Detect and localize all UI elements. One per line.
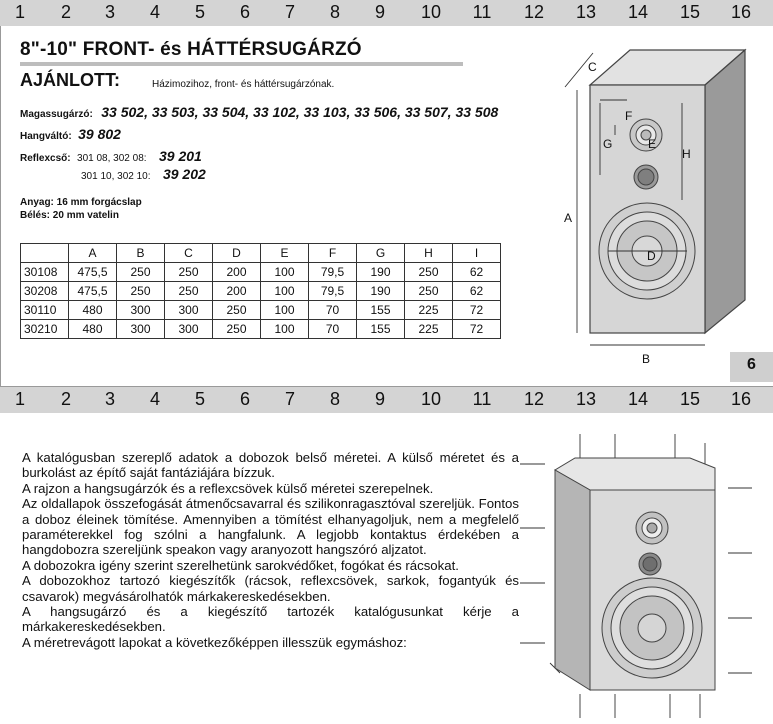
tweeter-line: [20, 104, 498, 122]
ruler-number: 4: [149, 389, 161, 409]
ruler-number: 3: [104, 2, 116, 22]
ruler-number: 8: [329, 2, 341, 22]
table-cell: 250: [165, 282, 213, 301]
table-header-cell: H: [405, 244, 453, 263]
ruler-number: 6: [239, 389, 251, 409]
ruler-number: 6: [239, 2, 251, 22]
dimension-label-c: C: [588, 60, 597, 74]
table-header-cell: C: [165, 244, 213, 263]
dimensions-table: [20, 243, 501, 339]
dimension-label-h: H: [682, 147, 691, 161]
dimension-label-d: D: [647, 249, 656, 263]
ruler-number: 2: [60, 389, 72, 409]
bottom-ruler: [0, 387, 773, 413]
table-cell: 79,5: [309, 282, 357, 301]
table-cell: 155: [357, 301, 405, 320]
table-cell: 250: [117, 263, 165, 282]
table-cell: 300: [165, 320, 213, 339]
table-cell: 475,5: [69, 282, 117, 301]
paragraph: A dobozokra igény szerint szerelhetünk sarokvédőket, fogókat és rácsokat.: [22, 557, 459, 573]
ruler-number: 5: [194, 2, 206, 22]
reflex-row2-for: 301 10, 302 10:: [81, 171, 151, 182]
ruler-number: 14: [627, 2, 649, 22]
reflex-label: Reflexcső:: [20, 153, 71, 164]
table-cell: 190: [357, 282, 405, 301]
ruler-number: 5: [194, 389, 206, 409]
table-row: [21, 301, 501, 320]
table-row: [21, 320, 501, 339]
ruler-number: 15: [679, 2, 701, 22]
table-cell: 30110: [21, 301, 69, 320]
table-cell: 480: [69, 301, 117, 320]
table-header-cell: G: [357, 244, 405, 263]
ruler-number: 1: [14, 389, 26, 409]
table-header-cell: D: [213, 244, 261, 263]
table-cell: 250: [405, 263, 453, 282]
title-underline: [20, 62, 463, 66]
speaker-dimension-drawing: [555, 40, 755, 370]
ruler-number: 8: [329, 389, 341, 409]
dimension-label-b: B: [642, 352, 651, 366]
table-cell: 300: [165, 301, 213, 320]
ruler-number: 14: [627, 389, 649, 409]
table-cell: 79,5: [309, 263, 357, 282]
lining-text: Bélés: 20 mm vatelin: [20, 210, 119, 221]
page-title: 8"-10" FRONT- és HÁTTÉRSUGÁRZÓ: [20, 39, 362, 60]
ruler-number: 9: [374, 389, 386, 409]
table-cell: 72: [453, 320, 501, 339]
dimension-label-f: F: [625, 109, 633, 123]
recommended-label: AJÁNLOTT:: [20, 70, 120, 90]
dimension-label-e: E: [648, 137, 657, 151]
table-cell: 190: [357, 263, 405, 282]
ruler-number: 15: [679, 389, 701, 409]
table-cell: 62: [453, 282, 501, 301]
table-cell: 200: [213, 263, 261, 282]
table-cell: 100: [261, 282, 309, 301]
ruler-number: 2: [60, 2, 72, 22]
table-cell: 30210: [21, 320, 69, 339]
instructions-text: [22, 450, 519, 650]
reflex-row2-model: 39 202: [162, 166, 206, 182]
ruler-number: 13: [575, 389, 597, 409]
table-cell: 250: [213, 320, 261, 339]
table-cell: 30108: [21, 263, 69, 282]
table-row: [21, 282, 501, 301]
ruler-number: 7: [284, 389, 296, 409]
table-cell: 300: [117, 320, 165, 339]
table-cell: 250: [405, 282, 453, 301]
tweeter-drawing: [630, 119, 662, 151]
ruler-number: 1: [14, 2, 26, 22]
crossover-line: [20, 126, 121, 144]
woofer-drawing: [602, 578, 702, 678]
speaker-assembly-drawing: [520, 428, 770, 723]
table-cell: 72: [453, 301, 501, 320]
ruler-number: 11: [472, 389, 492, 409]
table-cell: 250: [213, 301, 261, 320]
ruler-number: 4: [149, 2, 161, 22]
table-cell: 70: [309, 301, 357, 320]
crossover-model: 39 802: [78, 126, 121, 142]
paragraph: A katalógusban szereplő adatok a dobozok belső méretei. A külső méretet és a burkolást az építő saját fantáziájára bízzuk.: [22, 450, 519, 481]
crossover-label: Hangváltó:: [20, 131, 72, 142]
material-text: Anyag: 16 mm forgácslap: [20, 197, 142, 208]
table-cell: 480: [69, 320, 117, 339]
table-cell: 70: [309, 320, 357, 339]
recommended-text: Házimozihoz, front- és háttérsugárzónak.: [152, 79, 335, 90]
table-cell: 300: [117, 301, 165, 320]
table-cell: 100: [261, 263, 309, 282]
paragraph: Az oldallapok összefogását átmenőcsavarral és szilikonragasztóval szereljük. Fontos a doboz éleinek tömítése. Amennyiben a tömítést elhanyagoljuk, nem a megfelelő paraméterekkel fog szólni a hangfalunk. A legjobb kontaktus érdekében a hangdobozra szereljünk speakon vagy aranyozott hangszóró aljzatot.: [22, 496, 519, 558]
dimension-label-g: G: [603, 137, 613, 151]
ruler-number: 16: [730, 2, 752, 22]
table-cell: 225: [405, 301, 453, 320]
ruler-number: 12: [523, 389, 545, 409]
reflex-row1-for: 301 08, 302 08:: [77, 153, 147, 164]
table-cell: 62: [453, 263, 501, 282]
ruler-number: 10: [420, 2, 442, 22]
table-header-cell: F: [309, 244, 357, 263]
page-number: 6: [730, 352, 773, 382]
table-cell: 100: [261, 320, 309, 339]
table-cell: 155: [357, 320, 405, 339]
reflex-line-1: [20, 148, 202, 166]
ruler-number: 12: [523, 2, 545, 22]
table-cell: 30208: [21, 282, 69, 301]
reflex-line-2: [81, 166, 206, 184]
paragraph: A hangsugárzó és a kiegészítő tartozék katalógusunkat kérje a márkakereskedésekben.: [22, 604, 519, 635]
ruler-number: 3: [104, 389, 116, 409]
table-header-cell: B: [117, 244, 165, 263]
table-cell: 100: [261, 301, 309, 320]
table-header-cell: A: [69, 244, 117, 263]
ruler-number: 10: [420, 389, 442, 409]
reflex-port-drawing: [634, 165, 658, 189]
reflex-row1-model: 39 201: [159, 148, 202, 164]
tweeter-drawing: [636, 512, 668, 544]
paragraph: A méretrevágott lapokat a következőképpen illesszük egymáshoz:: [22, 634, 407, 650]
tweeter-label: Magassugárzó:: [20, 109, 93, 120]
ruler-number: 9: [374, 2, 386, 22]
table-header-cell: [21, 244, 69, 263]
table-header-cell: E: [261, 244, 309, 263]
reflex-port-drawing: [639, 553, 661, 575]
top-ruler: [0, 0, 773, 26]
ruler-number: 16: [730, 389, 752, 409]
table-cell: 250: [117, 282, 165, 301]
table-header-cell: I: [453, 244, 501, 263]
ruler-number: 11: [472, 2, 492, 22]
table-row: [21, 263, 501, 282]
dimension-label-a: A: [564, 211, 573, 225]
table-cell: 475,5: [69, 263, 117, 282]
table-cell: 250: [165, 263, 213, 282]
table-cell: 200: [213, 282, 261, 301]
paragraph: A dobozokhoz tartozó kiegészítők (rácsok, reflexcsövek, sarkok, fogantyúk és csavarok) megvásárolhatók márkakereskedésekben.: [22, 573, 519, 604]
ruler-number: 13: [575, 2, 597, 22]
table-cell: 225: [405, 320, 453, 339]
paragraph: A rajzon a hangsugárzók és a reflexcsövek külső méretei szerepelnek.: [22, 480, 434, 496]
table-header-row: [21, 244, 501, 263]
ruler-number: 7: [284, 2, 296, 22]
tweeter-models: 33 502, 33 503, 33 504, 33 102, 33 103, 33 506, 33 507, 33 508: [101, 104, 499, 120]
